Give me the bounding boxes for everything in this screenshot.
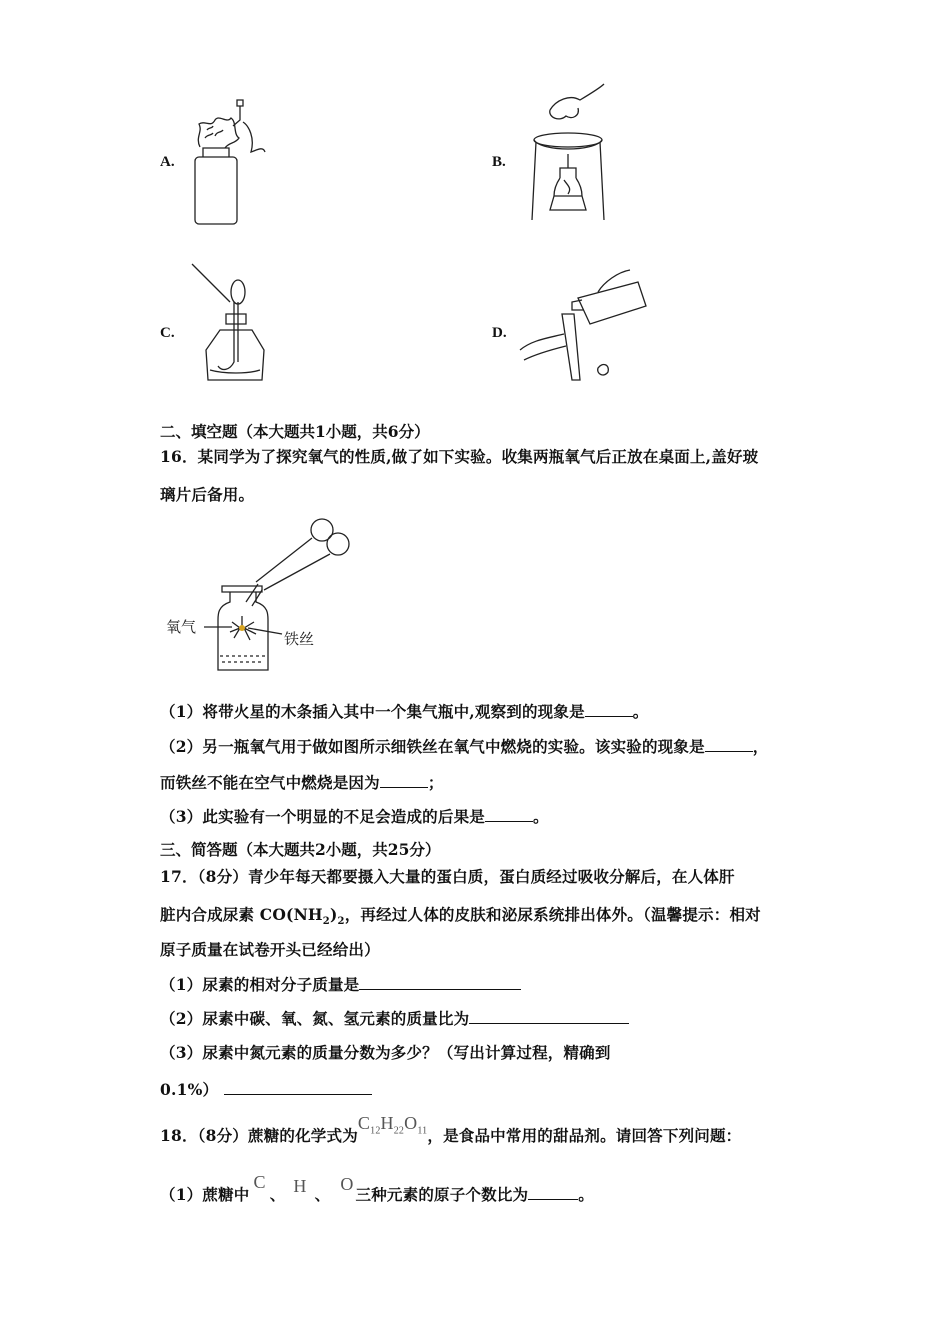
- formula-o: O: [404, 1113, 418, 1133]
- q17-line2-sub2: 2: [337, 916, 345, 928]
- q16-part2-text: （2）另一瓶氧气用于做如图所示细铁丝在氧气中燃烧的实验。该实验的现象是: [160, 737, 705, 756]
- option-b-figure: [520, 80, 620, 225]
- q16-stem-line2: 璃片后备用。: [160, 485, 255, 504]
- option-a-figure: [185, 92, 275, 227]
- q16-part2-end: ，: [752, 737, 769, 756]
- q16-part1-blank[interactable]: [585, 702, 633, 717]
- q17-line3: 原子质量在试卷开头已经给出）: [160, 940, 380, 959]
- q18-sep1: 、: [269, 1185, 286, 1204]
- q18-stem-post: ，是食品中常用的甜品剂。请回答下列问题：: [427, 1126, 742, 1145]
- q17-line2-post: ，再经过人体的皮肤和泌尿系统排出体外。（温馨提示：相对: [344, 905, 761, 924]
- section-2-heading: 二、填空题（本大题共1小题，共6分）: [160, 422, 430, 441]
- option-d-letter: D.: [492, 325, 507, 341]
- q18-part1-pre: （1）蔗糖中: [160, 1185, 250, 1204]
- formula-o-sub: 11: [417, 1125, 428, 1137]
- label-iron-wire: 铁丝: [284, 630, 315, 648]
- q18-sep2: 、: [314, 1185, 331, 1204]
- q16-part2b-text: 而铁丝不能在空气中燃烧是因为: [160, 773, 380, 792]
- q18-stem-pre: 18．（8分）蔗糖的化学式为: [160, 1126, 358, 1145]
- q17-line1: 17．（8分）青少年每天都要摄入大量的蛋白质，蛋白质经过吸收分解后，在人体肝: [160, 867, 735, 886]
- iron-wire-combustion-diagram: [160, 510, 360, 680]
- q17-line2-sub: 2: [322, 916, 330, 928]
- element-h: H: [293, 1176, 307, 1196]
- q17-part2-text: （2）尿素中碳、氧、氮、氢元素的质量比为: [160, 1009, 470, 1028]
- q17-part1-text: （1）尿素的相对分子质量是: [160, 975, 360, 994]
- formula-c: C: [357, 1113, 371, 1133]
- formula-c-sub: 12: [370, 1125, 381, 1137]
- q17-part3b-text: 0.1%）: [160, 1080, 219, 1099]
- q17-part2-blank[interactable]: [469, 1009, 629, 1024]
- element-c: C: [253, 1172, 266, 1192]
- label-oxygen: 氧气: [166, 618, 197, 636]
- q17-part3: （3）尿素中氮元素的质量分数为多少？（写出计算过程，精确到: [160, 1043, 611, 1062]
- q16-part2b-end: ；: [427, 773, 444, 792]
- q16-figure: [160, 510, 360, 680]
- q18-stem: [160, 1113, 742, 1149]
- q18-part1-blank[interactable]: [528, 1185, 578, 1200]
- q17-part2: [160, 1007, 629, 1029]
- q17-part3b: [160, 1078, 372, 1100]
- q16-part1: [160, 700, 649, 722]
- q16-part3: [160, 805, 549, 827]
- sucrose-formula: [357, 1113, 428, 1137]
- q18-part1-end: 。: [578, 1185, 594, 1204]
- formula-h-sub: 22: [393, 1125, 405, 1137]
- q16-part3-blank[interactable]: [485, 807, 533, 822]
- q16-part3-text: （3）此实验有一个明显的不足会造成的后果是: [160, 807, 485, 826]
- q17-line2: [160, 903, 761, 927]
- option-b-letter: B.: [492, 154, 506, 170]
- section-3-heading: 三、简答题（本大题共2小题，共25分）: [160, 840, 441, 859]
- q18-part1-post: 三种元素的原子个数比为: [355, 1185, 529, 1204]
- q18-part1: [160, 1172, 594, 1205]
- formula-h: H: [380, 1113, 394, 1133]
- option-c-letter: C.: [160, 325, 175, 341]
- q16-part1-end: 。: [632, 702, 649, 721]
- option-d-figure: [518, 262, 653, 387]
- q16-part2b-blank[interactable]: [380, 773, 428, 788]
- q16-stem-line1: 16．某同学为了探究氧气的性质,做了如下实验。收集两瓶氧气后正放在桌面上,盖好玻: [160, 447, 759, 466]
- option-c-figure: [190, 262, 270, 392]
- q17-part3b-blank[interactable]: [224, 1080, 372, 1095]
- q17-part1-blank[interactable]: [359, 975, 521, 990]
- element-o: O: [340, 1174, 354, 1194]
- q16-part2: [160, 735, 769, 757]
- q17-line2-pre: 脏内合成尿素 CO(NH: [160, 905, 323, 924]
- q16-part1-text: （1）将带火星的木条插入其中一个集气瓶中,观察到的现象是: [160, 702, 585, 721]
- q16-part2b: [160, 771, 444, 793]
- q17-line2-mid: ): [329, 905, 338, 924]
- option-a-letter: A.: [160, 154, 175, 170]
- q16-part2-blank[interactable]: [705, 737, 753, 752]
- q17-part1: [160, 973, 521, 995]
- q16-part3-end: 。: [533, 807, 549, 826]
